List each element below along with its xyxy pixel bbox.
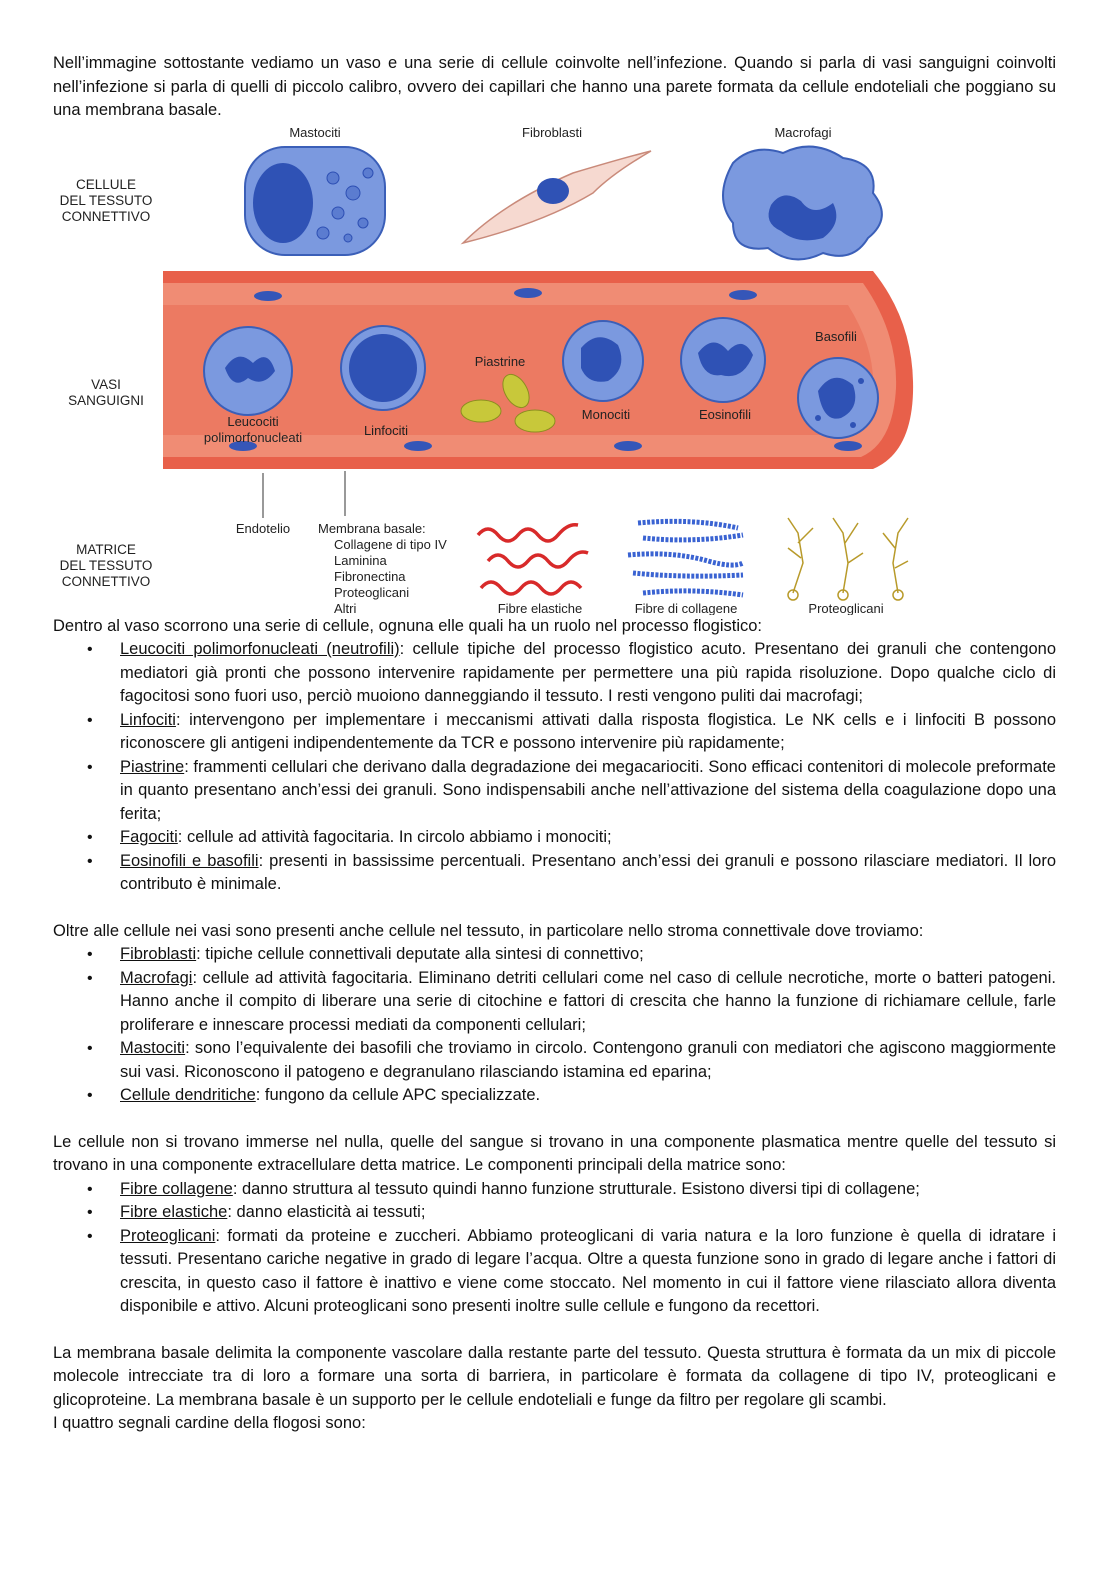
- basophil-cell: [798, 358, 878, 438]
- inflammation-figure: [53, 123, 923, 615]
- list-item-term: Fagociti: [120, 828, 178, 846]
- label-basofili: Basofili: [815, 328, 857, 344]
- neutrophil-cell: [204, 327, 292, 415]
- list-item: [120, 1037, 1056, 1084]
- list-item-text: : presenti in bassissime percentuali. Presentano anch’essi dei granuli e possono rilasciare mediatori. Il loro contributo è minimale.: [120, 851, 1056, 893]
- list-item-text: : fungono da cellule APC specializzate.: [255, 1086, 541, 1104]
- label-fibre-elastiche: Fibre elastiche: [497, 600, 583, 615]
- section3-lead: Le cellule non si trovano immerse nel nulla, quelle del sangue si trovano in una componente plasmatica mentre quelle del tessuto si trovano in una componente extracellulare detta matrice. Le componenti principali della matrice sono:: [53, 1132, 1056, 1174]
- label-membrana-item-3: Proteoglicani: [334, 584, 410, 600]
- list-item-term: Fibre collagene: [120, 1179, 233, 1198]
- list-item-term: Fibroblasti: [120, 945, 197, 963]
- proteoglycans: [788, 518, 908, 600]
- list-item-term: Fibre elastiche: [120, 1203, 228, 1221]
- list-item: [120, 1201, 1056, 1225]
- section4-paragraph: La membrana basale delimita la componente vascolare dalla restante parte del tessuto. Questa struttura è formata da un mix di piccole molecole intrecciate tra di loro a formare una sorta di barriera, in particolare è formata da collagene di tipo IV, proteoglicani e glicoproteine. La membrana basale è un supporto per le cellule endoteliali e funge da filtro per regolare gli scambi.: [53, 1343, 1056, 1409]
- label-membrana-item-2: Fibronectina: [334, 568, 406, 584]
- label-blood-vessels: [68, 377, 144, 408]
- intro-paragraph: Nell’immagine sottostante vediamo un vaso e una serie di cellule coinvolte nell’infezione. Quando si parla di vasi sanguigni coinvolti nell’infezione si parla di quelli di piccolo calibro, ovvero dei capillari che hanno una parete formata da cellule endoteliali che poggiano su una membrana basale.: [53, 54, 1056, 119]
- list-item-text: : cellule ad attività fagocitaria. In circolo abbiamo i monociti;: [177, 828, 612, 846]
- list-item-text: : frammenti cellulari che derivano dalla degradazione dei megacariociti. Sono efficaci contenitori di molecole preformate in quanto presentano anch’essi dei granuli. Sono indispensabili anche nell’attivazione del sistema della coagulazione dopo una ferita;: [120, 757, 1056, 823]
- label-macrofagi: Macrofagi: [774, 124, 832, 140]
- label-membrana-item-1: Laminina: [334, 552, 387, 568]
- label-proteoglicani: Proteoglicani: [808, 600, 884, 615]
- label-endotelio: Endotelio: [235, 520, 291, 536]
- elastic-fibres: [478, 524, 588, 593]
- svg-text:CONNETTIVO: CONNETTIVO: [61, 573, 151, 589]
- section1-list: [53, 638, 1056, 897]
- list-item: [120, 943, 1056, 967]
- mastocyte-cell: [245, 147, 385, 255]
- label-monociti: Monociti: [581, 406, 631, 422]
- label-membrana-title: Membrana basale:: [318, 520, 426, 536]
- list-item-text: : cellule tipiche del processo flogistico acuto. Presentano dei granuli che contengono mediatori già pronti che possono intervenire rapidamente per permettere una più rapida risoluzione. Dopo qualche ciclo di fagocitosi sono fuori uso, perciò muoiono danneggiando il tessuto. I resti vengono puliti dai macrofagi;: [120, 640, 1056, 705]
- svg-text:CONNETTIVO: CONNETTIVO: [61, 208, 151, 224]
- list-item-term: Piastrine: [120, 757, 185, 776]
- section1-lead: Dentro al vaso scorrono una serie di cellule, ognuna elle quali ha un ruolo nel processo flogistico:: [53, 616, 763, 635]
- list-item-text: : danno struttura al tessuto quindi hanno funzione strutturale. Esistono diversi tipi di collagene;: [232, 1179, 920, 1198]
- list-item: [120, 826, 1056, 850]
- label-connective-cells: [60, 177, 153, 224]
- fibroblast-cell: [463, 151, 651, 243]
- macrophage-cell: [723, 146, 882, 259]
- figure-svg: [53, 123, 923, 615]
- label-eosinofili: Eosinofili: [698, 406, 752, 422]
- list-item-term: Macrofagi: [120, 968, 193, 987]
- list-item-text: : danno elasticità ai tessuti;: [227, 1203, 426, 1221]
- list-item: [120, 1225, 1056, 1319]
- list-item-term: Mastociti: [120, 1039, 186, 1057]
- section3-list: [53, 1178, 1056, 1319]
- list-item: [120, 850, 1056, 897]
- label-membrana-item-0: Collagene di tipo IV: [334, 536, 447, 552]
- label-mastociti: Mastociti: [289, 124, 341, 140]
- eosinophil-cell: [681, 318, 765, 402]
- svg-text:SANGUIGNI: SANGUIGNI: [68, 392, 144, 408]
- list-item-term: Linfociti: [120, 710, 176, 729]
- label-leucociti-2: polimorfonucleati: [203, 429, 303, 445]
- label-matrix: [60, 542, 153, 589]
- label-membrana-item-4: Altri: [334, 600, 357, 615]
- list-item: [120, 638, 1056, 709]
- list-item: [120, 1084, 1056, 1108]
- svg-text:MATRICE: MATRICE: [76, 541, 136, 557]
- list-item-text: : intervengono per implementare i meccanismi attivati dalla risposta flogistica. Le NK cells e i linfociti B possono riconoscere gli antigeni indipendentemente da TCR e possono intervenire più rapidamente;: [120, 710, 1056, 752]
- svg-text:VASI: VASI: [91, 376, 121, 392]
- collagen-fibres: [628, 521, 743, 595]
- list-item-text: : formati da proteine e zuccheri. Abbiamo proteoglicani di varia natura e la loro funzione è quella di idratare i tessuti. Presentano cariche negative in grado di legare l’acqua. Oltre a questa funzione sono in grado di legare anche i fattori di crescita, in questo caso il fattore è inattivo e viene come stoccato. Nel momento in cui il fattore viene rilasciato allora diventa disponibile e attivo. Alcuni proteoglicani sono presenti inoltre sulle cellule e fungono da recettori.: [120, 1226, 1056, 1315]
- section2-list: [53, 943, 1056, 1108]
- list-item-term: Eosinofili e basofili: [120, 851, 259, 870]
- list-item-term: Proteoglicani: [120, 1226, 216, 1245]
- label-leucociti-1: Leucociti: [227, 413, 279, 429]
- label-linfociti: Linfociti: [363, 422, 409, 438]
- label-fibre-collagene: Fibre di collagene: [634, 600, 738, 615]
- svg-text:DEL TESSUTO: DEL TESSUTO: [59, 192, 153, 208]
- section2-lead: Oltre alle cellule nei vasi sono presenti anche cellule nel tessuto, in particolare nello stroma connettivale dove troviamo:: [53, 921, 924, 940]
- list-item-term: Cellule dendritiche: [120, 1086, 256, 1104]
- list-item: [120, 967, 1056, 1038]
- list-item: [120, 709, 1056, 756]
- list-item-text: : tipiche cellule connettivali deputate alla sintesi di connettivo;: [196, 945, 644, 963]
- monocyte-cell: [563, 321, 643, 401]
- list-item-text: : cellule ad attività fagocitaria. Eliminano detriti cellulari come nel caso di cellule necrotiche, morte o batteri patogeni. Hanno anche il compito di liberare una serie di citochine e fattori di crescita che hanno la funzione di richiamare cellule, farle proliferare e innescare processi mediati da componenti cellulari;: [120, 968, 1056, 1034]
- label-fibroblasti: Fibroblasti: [522, 124, 582, 140]
- list-item-text: : sono l’equivalente dei basofili che troviamo in circolo. Contengono granuli con mediatori che agiscono maggiormente sui vasi. Riconoscono il patogeno e degranulano rilasciando istamina ed eparina;: [120, 1039, 1056, 1081]
- list-item: [120, 1178, 1056, 1202]
- list-item: [120, 756, 1056, 827]
- document-page: [53, 52, 1056, 1436]
- lymphocyte-cell: [341, 326, 425, 410]
- svg-text:CELLULE: CELLULE: [75, 176, 137, 192]
- label-piastrine: Piastrine: [474, 353, 526, 369]
- section4-tail: I quattro segnali cardine della flogosi sono:: [53, 1414, 366, 1432]
- list-item-term: Leucociti polimorfonucleati (neutrofili): [120, 640, 400, 658]
- svg-text:DEL TESSUTO: DEL TESSUTO: [59, 557, 153, 573]
